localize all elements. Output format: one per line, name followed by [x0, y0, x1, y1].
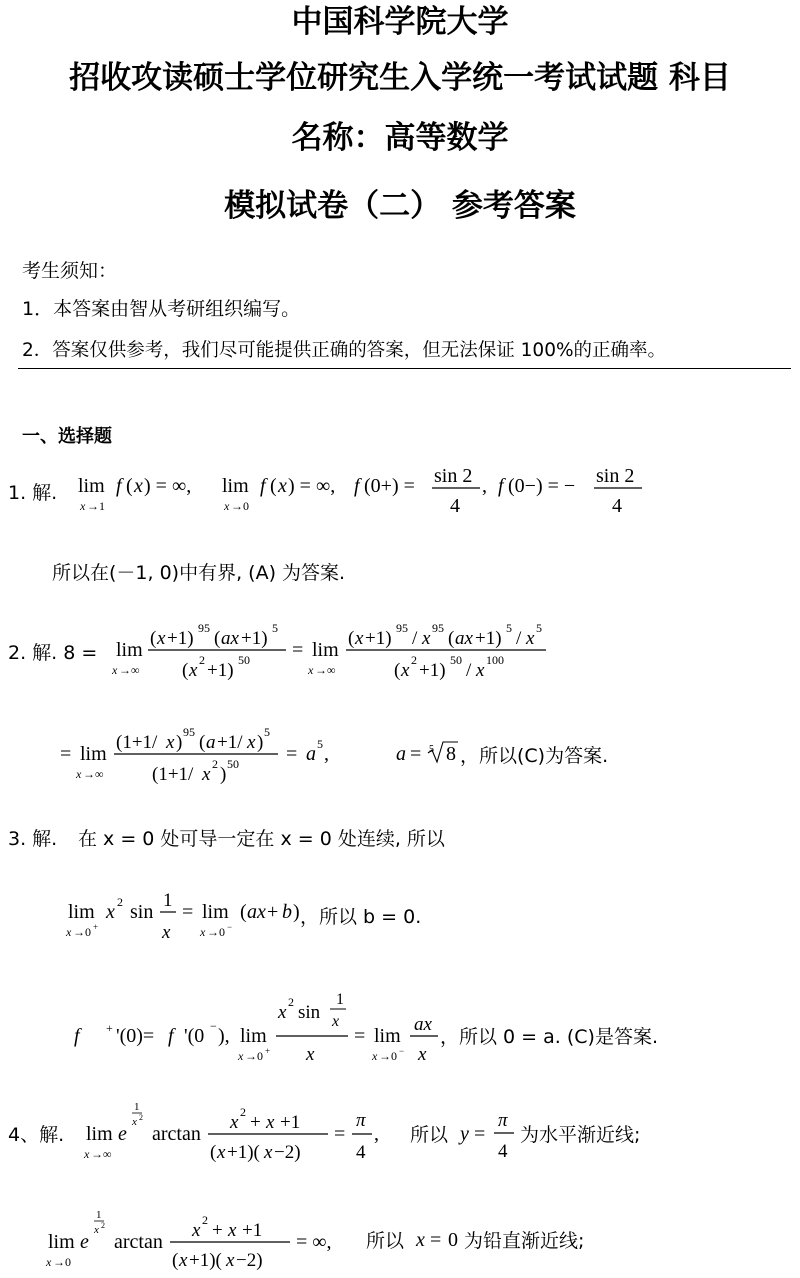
svg-text:5: 5 — [317, 737, 323, 751]
q4-formula-horizontal — [84, 1092, 404, 1164]
svg-text:f: f — [498, 475, 504, 497]
svg-text:−: − — [210, 1019, 217, 1033]
q3-prefix: 3. 解. — [8, 828, 58, 850]
svg-text:arctan: arctan — [152, 1123, 201, 1145]
svg-text:lim: lim — [80, 743, 107, 765]
q4-horizontal-text-b: 为水平渐近线; — [520, 1124, 641, 1146]
svg-text:=: = — [474, 1123, 486, 1145]
q3-line3-text: ，所以 0 = a. (C)是答案. — [440, 1026, 658, 1048]
svg-text:2: 2 — [288, 995, 294, 1009]
svg-text:0: 0 — [448, 1229, 458, 1251]
svg-text:→1: →1 — [87, 499, 105, 513]
svg-text:+1): +1) — [167, 628, 194, 649]
svg-text:): ) — [257, 732, 264, 753]
svg-text:(: ( — [240, 901, 247, 923]
svg-text:x: x — [162, 922, 171, 943]
svg-text:/: / — [516, 628, 522, 649]
svg-text:x: x — [200, 925, 206, 939]
svg-text:4: 4 — [450, 495, 460, 517]
svg-text:x: x — [476, 660, 485, 681]
svg-text:lim: lim — [240, 1025, 267, 1047]
paper-title: 模拟试卷（二） 参考答案 — [224, 188, 576, 224]
svg-text:),: ), — [218, 1025, 230, 1047]
svg-text:x: x — [84, 1147, 90, 1161]
svg-text:x: x — [332, 1013, 340, 1030]
svg-text:y: y — [460, 1123, 469, 1145]
svg-text:=: = — [334, 1123, 346, 1145]
svg-text:+1: +1 — [242, 1220, 263, 1241]
svg-text:): ) — [293, 901, 300, 923]
svg-text:(: ( — [348, 628, 355, 649]
svg-text:x: x — [94, 1224, 99, 1236]
svg-text:+1)(: +1)( — [227, 1142, 260, 1163]
q4-horizontal-text-a: 所以 — [410, 1124, 449, 1146]
svg-text:): ) — [220, 764, 227, 785]
svg-text:b: b — [282, 901, 292, 923]
svg-text:1: 1 — [163, 890, 173, 911]
svg-text:x: x — [226, 1250, 235, 1271]
svg-text:a: a — [396, 743, 406, 765]
svg-text:→0: →0 — [379, 1049, 397, 1063]
svg-text:x: x — [157, 628, 166, 649]
school-title: 中国科学院大学 — [291, 4, 509, 40]
divider — [18, 368, 791, 369]
svg-text:x: x — [202, 764, 211, 785]
q2-formula-line2 — [60, 720, 460, 792]
svg-text:,: , — [374, 1123, 379, 1145]
q4-vertical-text-b: 为铅直渐近线; — [464, 1230, 585, 1252]
q4-vertical-eq — [414, 1224, 464, 1258]
svg-text:8: 8 — [446, 743, 456, 765]
svg-text:f: f — [168, 1025, 174, 1047]
svg-text:+: + — [212, 1220, 223, 1241]
svg-text:95: 95 — [198, 621, 210, 635]
svg-text:(: ( — [150, 628, 157, 649]
svg-text:a: a — [206, 732, 216, 753]
q2-formula-line1 — [112, 616, 612, 688]
svg-text:95: 95 — [183, 725, 195, 739]
q4-vertical-text-a: 所以 — [366, 1230, 405, 1252]
svg-text:x: x — [526, 628, 535, 649]
notice-item-2: 2．答案仅供参考，我们尽可能提供正确的答案，但无法保证 100%的正确率。 — [22, 340, 667, 361]
svg-text:(1+1/: (1+1/ — [152, 764, 194, 785]
svg-text:50: 50 — [238, 653, 250, 667]
svg-text:2: 2 — [240, 1105, 246, 1119]
svg-text:=: = — [182, 901, 194, 923]
svg-text:ax: ax — [221, 628, 239, 649]
svg-text:5: 5 — [272, 621, 278, 635]
svg-text:→0: →0 — [73, 925, 91, 939]
svg-text:2: 2 — [101, 1221, 105, 1230]
svg-text:lim: lim — [68, 901, 95, 923]
svg-text:x: x — [247, 732, 256, 753]
svg-text:−: − — [399, 1046, 405, 1056]
svg-text:,: , — [482, 475, 487, 497]
svg-text:=: = — [354, 1025, 366, 1047]
svg-text:) = ∞,: ) = ∞, — [144, 475, 192, 497]
svg-text:(: ( — [126, 475, 133, 497]
svg-text:x: x — [278, 1002, 287, 1023]
svg-text:(: ( — [448, 628, 455, 649]
svg-text:95: 95 — [396, 621, 408, 635]
svg-text:→∞: →∞ — [315, 663, 336, 677]
svg-text:+1/: +1/ — [217, 732, 243, 753]
svg-text:(1+1/: (1+1/ — [116, 732, 158, 753]
svg-text:=: = — [60, 743, 72, 765]
svg-text:+1): +1) — [475, 628, 502, 649]
q4-horizontal-eq — [458, 1102, 524, 1162]
svg-text:e: e — [118, 1123, 127, 1145]
svg-text:) = ∞,: ) = ∞, — [288, 475, 336, 497]
svg-text:x: x — [308, 663, 314, 677]
svg-text:+: + — [93, 922, 99, 932]
svg-text:f: f — [116, 475, 122, 497]
svg-text:lim: lim — [222, 475, 249, 497]
notice-heading: 考生须知： — [22, 260, 118, 282]
svg-text:→0: →0 — [207, 925, 225, 939]
svg-text:+1): +1) — [365, 628, 392, 649]
svg-text:→∞: →∞ — [83, 767, 104, 781]
svg-text:(0+) =: (0+) = — [364, 475, 415, 497]
q1-conclusion: 所以在(－1, 0)中有界, (A) 为答案. — [52, 562, 346, 584]
svg-text:+: + — [265, 1046, 271, 1056]
svg-text:→0: →0 — [53, 1255, 71, 1269]
svg-text:(: ( — [182, 660, 189, 681]
svg-text:/: / — [412, 628, 418, 649]
q2-prefix: 2. 解. 8 = — [8, 642, 98, 664]
svg-text:5: 5 — [264, 725, 270, 739]
svg-text:x: x — [76, 767, 82, 781]
svg-text:x: x — [238, 1049, 244, 1063]
q4-formula-vertical — [46, 1204, 346, 1276]
svg-text:−2): −2) — [274, 1142, 301, 1163]
svg-text:x: x — [80, 499, 86, 513]
svg-text:x: x — [418, 1044, 427, 1065]
q3-line2-text: ，所以 b = 0. — [300, 906, 422, 928]
svg-text:lim: lim — [374, 1025, 401, 1047]
svg-text:x: x — [422, 628, 431, 649]
svg-text:sin: sin — [298, 1002, 321, 1023]
svg-text:1: 1 — [134, 1101, 140, 1113]
svg-text:2: 2 — [199, 653, 205, 667]
svg-text:(: ( — [172, 1250, 179, 1271]
svg-text:+: + — [267, 901, 279, 923]
svg-text:1: 1 — [96, 1209, 102, 1221]
svg-text:x: x — [266, 1112, 275, 1133]
svg-text:2: 2 — [411, 653, 417, 667]
svg-text:x: x — [416, 1229, 425, 1251]
svg-text:+: + — [250, 1112, 261, 1133]
svg-text:x: x — [372, 1049, 378, 1063]
svg-text:(0−) = −: (0−) = − — [508, 475, 576, 497]
svg-text:'(0)=: '(0)= — [116, 1025, 155, 1047]
svg-text:x: x — [264, 1142, 273, 1163]
svg-text:x: x — [355, 628, 364, 649]
svg-text:f: f — [260, 475, 266, 497]
svg-text:lim: lim — [48, 1231, 75, 1253]
svg-text:,: , — [324, 743, 329, 765]
svg-text:x: x — [401, 660, 410, 681]
svg-text:x: x — [46, 1255, 52, 1269]
svg-text:2: 2 — [117, 895, 123, 909]
svg-text:(: ( — [199, 732, 206, 753]
svg-text:→∞: →∞ — [91, 1147, 112, 1161]
svg-text:x: x — [189, 660, 198, 681]
svg-text:x: x — [166, 732, 175, 753]
exam-title: 招收攻读硕士学位研究生入学统一考试试题 科目 — [69, 60, 731, 96]
svg-text:(: ( — [210, 1142, 217, 1163]
svg-text:x: x — [192, 1220, 201, 1241]
q4-prefix: 4、解. — [8, 1124, 65, 1146]
svg-text:x: x — [106, 901, 115, 923]
svg-text:): ) — [176, 732, 183, 753]
svg-text:2: 2 — [139, 1113, 143, 1122]
notice-item-1: 1．本答案由智从考研组织编写。 — [22, 298, 301, 320]
svg-text:+1): +1) — [241, 628, 268, 649]
q2-result: ，所以(C)为答案. — [460, 745, 609, 767]
q3-formula-line3 — [74, 984, 454, 1070]
svg-text:sin: sin — [130, 901, 154, 923]
svg-text:(: ( — [214, 628, 221, 649]
svg-text:lim: lim — [202, 901, 229, 923]
q1-formula — [78, 460, 658, 526]
svg-text:5: 5 — [506, 621, 512, 635]
svg-text:f: f — [74, 1025, 80, 1047]
svg-text:+1)(: +1)( — [189, 1250, 222, 1271]
svg-text:π: π — [498, 1110, 508, 1131]
svg-text:2: 2 — [212, 757, 218, 771]
svg-text:= ∞,: = ∞, — [296, 1231, 332, 1253]
svg-text:x: x — [306, 1044, 315, 1065]
svg-text:x: x — [217, 1142, 226, 1163]
svg-text:'(0: '(0 — [184, 1025, 205, 1047]
svg-text:50: 50 — [227, 757, 239, 771]
svg-text:=: = — [292, 639, 304, 661]
svg-text:+1): +1) — [207, 660, 234, 681]
svg-text:x: x — [230, 1112, 239, 1133]
svg-text:ax: ax — [455, 628, 473, 649]
svg-text:x: x — [134, 475, 143, 497]
svg-text:f: f — [354, 475, 360, 497]
svg-text:x: x — [179, 1250, 188, 1271]
svg-text:−: − — [227, 922, 233, 932]
svg-text:=: = — [286, 743, 298, 765]
svg-text:sin 2: sin 2 — [596, 465, 635, 487]
subject-name: 名称：高等数学 — [291, 120, 509, 156]
svg-text:95: 95 — [432, 621, 444, 635]
svg-text:lim: lim — [116, 639, 143, 661]
svg-text:x: x — [228, 1220, 237, 1241]
svg-text:2: 2 — [202, 1213, 208, 1227]
svg-text:ax: ax — [247, 901, 266, 923]
svg-text:π: π — [356, 1110, 366, 1131]
svg-text:+1): +1) — [419, 660, 446, 681]
svg-text:100: 100 — [486, 653, 504, 667]
q1-prefix: 1. 解. — [8, 482, 58, 504]
svg-text:→0: →0 — [231, 499, 249, 513]
svg-text:→0: →0 — [245, 1049, 263, 1063]
q3-formula-line2 — [66, 884, 326, 950]
svg-text:x: x — [278, 475, 287, 497]
svg-text:+: + — [106, 1021, 113, 1035]
svg-text:5: 5 — [536, 621, 542, 635]
svg-text:50: 50 — [450, 653, 462, 667]
svg-text:(: ( — [270, 475, 277, 497]
svg-text:4: 4 — [612, 495, 622, 517]
svg-text:5: 5 — [429, 744, 434, 755]
svg-text:→∞: →∞ — [119, 663, 140, 677]
svg-text:a: a — [306, 743, 316, 765]
q3-statement: 在 x = 0 处可导一定在 x = 0 处连续, 所以 — [78, 828, 445, 850]
svg-text:arctan: arctan — [114, 1231, 163, 1253]
svg-text:ax: ax — [414, 1014, 432, 1035]
svg-text:4: 4 — [356, 1142, 366, 1163]
svg-text:−2): −2) — [236, 1250, 263, 1271]
svg-text:sin 2: sin 2 — [434, 465, 473, 487]
svg-text:/: / — [466, 660, 472, 681]
svg-text:x: x — [66, 925, 72, 939]
svg-text:x: x — [224, 499, 230, 513]
svg-text:(: ( — [394, 660, 401, 681]
svg-text:=: = — [430, 1229, 442, 1251]
svg-text:lim: lim — [86, 1123, 113, 1145]
svg-text:e: e — [80, 1231, 89, 1253]
svg-text:+1: +1 — [280, 1112, 301, 1133]
section-heading: 一、选择题 — [22, 426, 112, 447]
svg-text:4: 4 — [498, 1141, 508, 1162]
svg-text:1: 1 — [336, 991, 344, 1008]
svg-text:lim: lim — [78, 475, 105, 497]
svg-text:x: x — [112, 663, 118, 677]
svg-text:=: = — [410, 743, 422, 765]
svg-text:x: x — [132, 1116, 137, 1128]
svg-text:lim: lim — [312, 639, 339, 661]
